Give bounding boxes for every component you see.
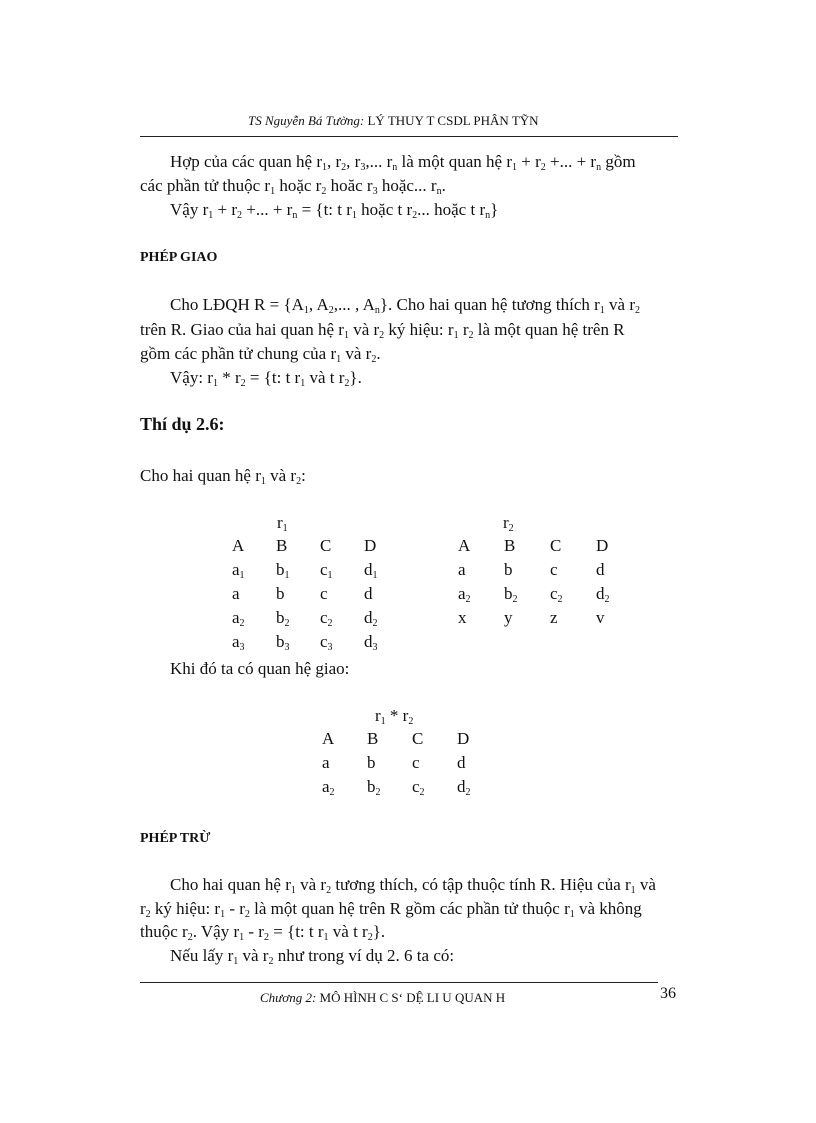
intersection-line-1: Cho LĐQH $R = \{A_1$, $A_2$,... , $A_n$}. Cho hai quan hệ tương thích $r_1$ và $r_2$ [170,295,641,316]
r1-cell: $a_1$ [232,560,245,581]
r1-header-cell: D [364,536,377,555]
r2-cell: $b_2$ [504,584,518,605]
union-line-2: các phần tử thuộc $r_1$ hoặc $r_2$ hoăc $r_3$ hoặc... $r_n$. [140,176,446,197]
union-line-1: Hợp của các quan hệ $r_1$, $r_2$, $r_3$,... $r_n$ là một quan hệ $r_1 + r_2$ +... + $r_n$ gồm [170,152,636,173]
r2-cell: $a_2$ [458,584,471,605]
result-header-cell: B [367,729,379,748]
running-header [248,113,539,129]
r1-cell: $a_2$ [232,608,245,629]
page-number: 36 [660,985,676,1002]
result-cell: $c_2$ [412,777,425,798]
r1-header-cell: B [276,536,288,555]
r1-cell: $b_3$ [276,632,290,653]
result-header-cell: A [322,729,335,748]
intersection-line-3: gồm các phần tử chung của $r_1$ và $r_2$. [140,344,381,365]
result-cell: c [412,753,420,772]
result-table-label: $r_1 * r_2$ [375,706,414,727]
r1-cell: $b_1$ [276,560,290,581]
difference-line-2: $r_2$ ký hiệu: $r_1 - r_2$ là một quan hệ trên R gồm các phần tử thuộc $r_1$ và không [140,899,642,920]
r1-cell: d [364,584,373,603]
r2-cell: $c_2$ [550,584,563,605]
r2-cell: z [550,608,558,627]
result-header-cell: C [412,729,424,748]
r1-cell: $d_2$ [364,608,378,629]
r1-cell: b [276,584,285,603]
difference-line-3: thuộc $r_2$. Vậy $r_1 - r_2 = \{t$: t $r_1$ và t $r_2$}. [140,922,386,943]
intersection-line-2: trên R. Giao của hai quan hệ $r_1$ và $r_2$ ký hiệu: $r_1$ $r_2$ là một quan hệ trên R [140,320,625,341]
intersection-heading: PHÉP GIAO [140,250,218,265]
header-author: TS Nguyễn Bá Tường: [248,113,365,128]
r2-cell: c [550,560,558,579]
r1-cell: c [320,584,328,603]
intersection-line-4: Vậy: $r_1 * r_2 = \{t$: t $r_1$ và t $r_2$}. [170,368,362,389]
r1-cell: $c_1$ [320,560,333,581]
r1-cell: a [232,584,240,603]
r1-table-label: $r_1$ [277,513,288,534]
footer-title: MÔ HÌNH C S‘ DỆ LI U QUAN H [316,990,506,1005]
result-cell: $b_2$ [367,777,381,798]
r2-header-cell: D [596,536,609,555]
r2-header-cell: B [504,536,516,555]
running-footer [260,990,505,1006]
difference-line-4: Nếu lấy $r_1$ và $r_2$ như trong ví dụ 2. 6 ta có: [170,946,455,967]
r1-cell: $c_3$ [320,632,333,653]
result-cell: $d_2$ [457,777,471,798]
result-cell: $a_2$ [322,777,335,798]
difference-heading: PHÉP TRỪ [140,831,211,846]
union-line-3: Vậy $r_1 + r_2$ +... + $r_n = \{t$: t $r_1$ hoặc t $r_2$... hoặc t $r_n$} [170,200,499,221]
result-cell: a [322,753,330,772]
r2-table-label: $r_2$ [503,513,514,534]
result-cell: d [457,753,466,772]
r1-header-cell: A [232,536,245,555]
r2-cell: d [596,560,605,579]
r2-header-cell: A [458,536,471,555]
example-intro: Cho hai quan hệ $r_1$ và $r_2$: [140,466,306,487]
r1-cell: $b_2$ [276,608,290,629]
r1-cell: $c_2$ [320,608,333,629]
r2-header-cell: C [550,536,562,555]
r2-cell: b [504,560,513,579]
r1-cell: $d_3$ [364,632,378,653]
header-rule [140,136,678,137]
r2-cell: a [458,560,466,579]
result-intro: Khi đó ta có quan hệ giao: [170,659,350,678]
result-header-cell: D [457,729,470,748]
result-cell: b [367,753,376,772]
r1-cell: $a_3$ [232,632,245,653]
r2-cell: y [504,608,513,627]
header-title: LÝ THUY T CSDL PHÂN TỸN [364,113,539,128]
r1-cell: $d_1$ [364,560,378,581]
r2-cell: x [458,608,467,627]
footer-chapter: Chương 2: [260,990,317,1005]
r2-cell: $d_2$ [596,584,610,605]
r2-cell: v [596,608,605,627]
footer-rule [140,982,658,983]
example-heading: Thí dụ 2.6: [140,414,225,434]
difference-line-1: Cho hai quan hệ $r_1$ và $r_2$ tương thích, có tập thuộc tính R. Hiệu của $r_1$ và [170,875,656,896]
r1-header-cell: C [320,536,332,555]
